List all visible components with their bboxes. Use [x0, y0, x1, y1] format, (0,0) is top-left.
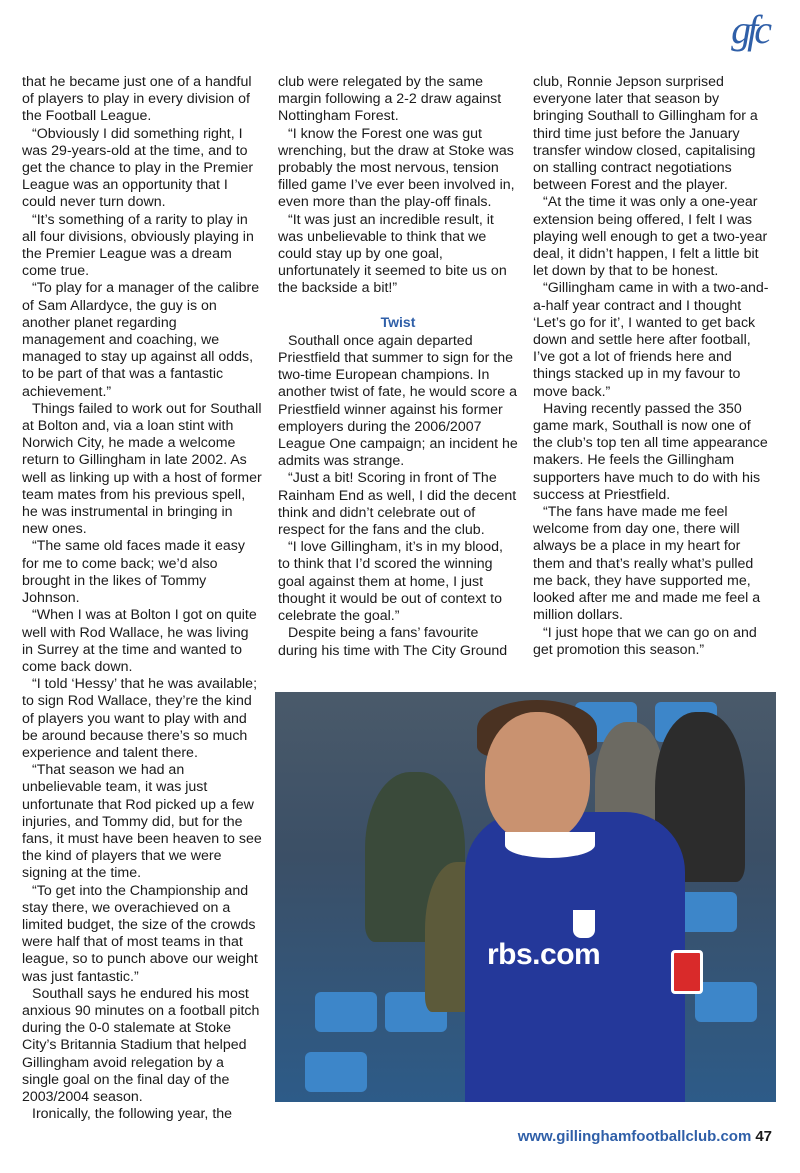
page-number: 47: [755, 1128, 772, 1145]
article-column-2: [278, 74, 518, 660]
paragraph: club were relegated by the same margin following a 2-2 draw against Nottingham Forest.: [278, 74, 502, 125]
paragraph: “I know the Forest one was gut wrenching, but the draw at Stoke was probably the most nervous, tension filled game I’ve ever been involved in, even more than the play-off finals.: [278, 125, 515, 211]
paragraph: “At the time it was only a one-year extension being offered, I felt I was playing well enough to get a two-year deal, it didn’t happen, I felt a little bit let down by that to be honest.: [533, 194, 768, 280]
player-photo: [275, 692, 776, 1102]
paragraph: “The fans have made me feel welcome from day one, there will always be a place in my heart for them and that’s really what’s pulled me back, they have supported me, looked after me and made me feel a million dollars.: [533, 504, 761, 624]
paragraph: “Gillingham came in with a two-and-a-half year contract and I thought ‘Let’s go for it’, I wanted to get back down and settle here after football, I’ve got a lot of friends here and things stacked up in my favour to move back.”: [533, 280, 769, 400]
paragraph: Southall says he endured his most anxious 90 minutes on a football pitch during the 0-0 stalemate at Stoke City’s Britannia Stadium that helped Gillingham avoid relegation by a single goal on the final day of the 2003/2004 season.: [22, 985, 260, 1105]
stadium-seat: [305, 1052, 367, 1092]
paragraph: “That season we had an unbelievable team, it was just unfortunate that Rod picked up a few injuries, and Tommy did, but for the fans, it must have been heaven to see the kind of players that we were signing at the time.: [22, 762, 262, 882]
shirt-sponsor: rbs.com: [487, 938, 601, 971]
article-column-1: [22, 74, 262, 1123]
paragraph: “The same old faces made it easy for me to come back; we’d also brought in the likes of Tommy Johnson.: [22, 538, 245, 607]
paragraph: club, Ronnie Jepson surprised everyone later that season by bringing Southall to Gillingham for a third time just before the January transfer window closed, capitalising on stalling contract negotiations between Forest and the player.: [533, 74, 758, 194]
subheading: Twist: [380, 313, 416, 330]
paragraph: Southall once again departed Priestfield that summer to sign for the two-time European champions. In another twist of fate, he would score a Priestfield winner against his former employers during the 2006/2007 League One campaign; an incident he admits was strange.: [278, 332, 518, 470]
sleeve-badge-icon: [671, 950, 703, 994]
club-crest-icon: [571, 908, 597, 940]
paragraph: “When I was at Bolton I got on quite well with Rod Wallace, he was living in Surrey at the time and wanted to come back down.: [22, 607, 257, 675]
article-column-3: [533, 74, 773, 659]
club-logo: gfc: [731, 7, 768, 52]
paragraph: Things failed to work out for Southall at Bolton and, via a loan stint with Norwich City, he made a welcome return to Gillingham in late 2002. As well as linking up with a host of former team mates from his previous spell, he was instrumental in bringing in new ones.: [22, 400, 262, 538]
paragraph: Ironically, the following year, the: [32, 1106, 233, 1123]
paragraph: “I told ‘Hessy’ that he was available; to sign Rod Wallace, they’re the kind of players you want to play with and be around because there’s so much experience and talent there.: [22, 676, 258, 761]
paragraph: “Obviously I did something right, I was 29-years-old at the time, and to get the chance to play in the Premier League was an opportunity that I could never turn down.: [22, 125, 254, 211]
stadium-seat: [695, 982, 757, 1022]
paragraph: “I just hope that we can go on and get promotion this season.”: [533, 624, 757, 658]
page-footer: [518, 1128, 772, 1145]
footer-url[interactable]: www.gillinghamfootballclub.com: [517, 1128, 752, 1145]
stadium-seat: [315, 992, 377, 1032]
paragraph: “It was just an incredible result, it was unbelievable to think that we could stay up by one goal, unfortunately it seemed to bite us on the backside a bit!”: [278, 211, 507, 297]
paragraph: that he became just one of a handful of players to play in every division of the Football League.: [22, 74, 252, 125]
paragraph: “I love Gillingham, it’s in my blood, to think that I’d scored the winning goal against them at home, I just thought it would be out of context to celebrate the goal.”: [278, 539, 504, 625]
paragraph: “Just a bit! Scoring in front of The Rainham End as well, I did the decent think and didn’t celebrate out of respect for the fans and the club.: [278, 470, 517, 539]
shirt-collar: [505, 832, 595, 858]
paragraph: Despite being a fans’ favourite during his time with The City Ground: [278, 625, 508, 659]
player-head: [485, 712, 590, 842]
paragraph: “To get into the Championship and stay there, we overachieved on a limited budget, the size of the crowds were half that of most teams in that league, so to punch above our weight was just fantastic.”: [22, 882, 258, 985]
paragraph: “It’s something of a rarity to play in all four divisions, obviously playing in the Premier League was a dream come true.: [22, 211, 254, 280]
paragraph: Having recently passed the 350 game mark, Southall is now one of the club’s top ten all time appearance makers. He feels the Gillingham supporters have much to do with his success at Priestfield.: [533, 400, 768, 503]
paragraph: “To play for a manager of the calibre of Sam Allardyce, the guy is on another planet regarding management and coaching, we managed to stay up against all odds, to be part of that was a fantastic achievement.”: [22, 280, 260, 400]
